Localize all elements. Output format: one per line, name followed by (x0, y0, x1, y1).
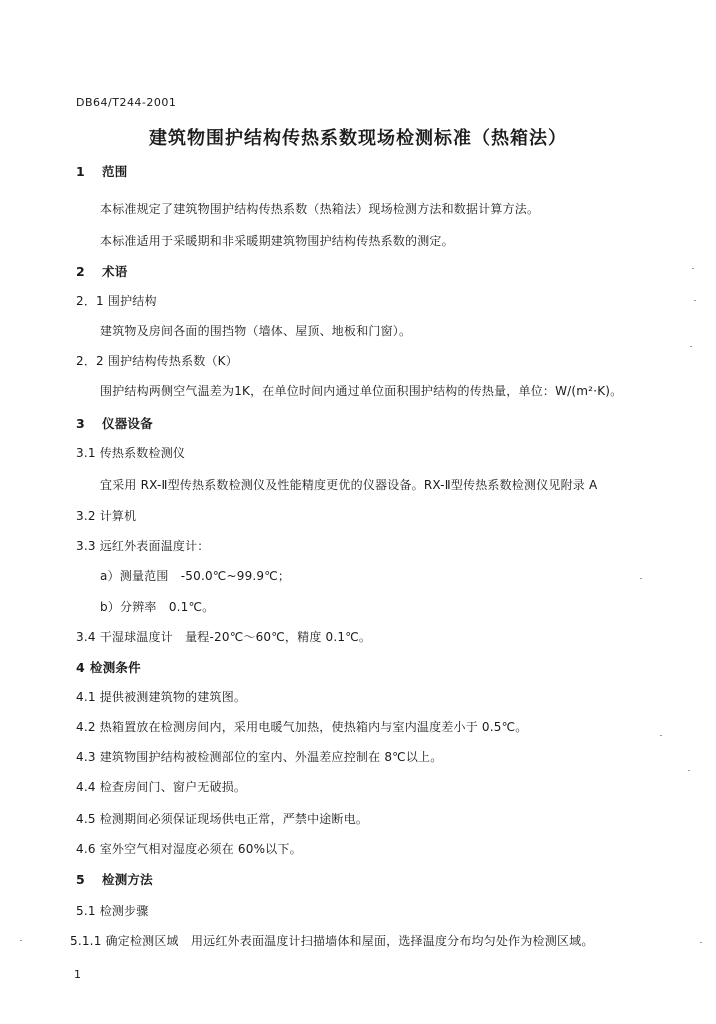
scan-speck (694, 300, 696, 301)
clause-4-5: 4.5 检测期间必须保证现场供电正常，严禁中途断电。 (76, 812, 369, 826)
section-5-heading (76, 870, 153, 888)
scan-speck (20, 940, 22, 941)
clause-4-2: 4.2 热箱置放在检测房间内，采用电暖气加热，使热箱内与室内温度差小于 0.5℃。 (76, 720, 528, 734)
clause-3-3: 3.3 远红外表面温度计： (76, 539, 210, 553)
section-2-number: 2 (76, 264, 85, 279)
clause-4-6: 4.6 室外空气相对湿度必须在 60%以下。 (76, 842, 302, 856)
scan-speck (700, 942, 702, 943)
clause-2-1-text: 建筑物及房间各面的围挡物（墙体、屋顶、地板和门窗）。 (100, 324, 412, 338)
section-4-heading (76, 658, 141, 676)
section-2-title: 术语 (102, 264, 128, 279)
page-title: 建筑物围护结构传热系数现场检测标准（热箱法） (149, 128, 567, 149)
clause-4-3: 4.3 建筑物围护结构被检测部位的室内、外温差应控制在 8℃以上。 (76, 750, 443, 764)
section-3-number: 3 (76, 416, 85, 431)
clause-4-4: 4.4 检查房间门、窗户无破损。 (76, 780, 247, 794)
clause-3-1: 3.1 传热系数检测仪 (76, 446, 186, 460)
page-number: 1 (74, 968, 82, 981)
clause-5-1-1: 5.1.1 确定检测区域 用远红外表面温度计扫描墙体和屋面，选择温度分布均匀处作为检测区域。 (70, 934, 594, 948)
clause-3-2: 3.2 计算机 (76, 509, 137, 523)
section-1-paragraph-1: 本标准规定了建筑物围护结构传热系数（热箱法）现场检测方法和数据计算方法。 (100, 202, 540, 216)
scan-speck (640, 578, 642, 579)
section-2-heading (76, 262, 127, 280)
scan-speck (692, 268, 694, 269)
scan-speck (688, 770, 690, 771)
section-5-number: 5 (76, 872, 85, 887)
section-3-heading (76, 414, 153, 432)
section-4-title: 检测条件 (90, 660, 141, 675)
clause-2-2-text: 围护结构两侧空气温差为1K，在单位时间内通过单位面积围护结构的传热量，单位：W/(m²·K)。 (100, 384, 623, 398)
clause-4-1: 4.1 提供被测建筑物的建筑图。 (76, 690, 247, 704)
section-1-title: 范围 (102, 164, 128, 179)
clause-2-1: 2．1 围护结构 (76, 294, 157, 308)
section-3-title: 仪器设备 (102, 416, 153, 431)
clause-3-3-b: b）分辨率 0.1℃。 (100, 600, 215, 614)
scan-speck (660, 735, 662, 736)
clause-3-1-text: 宜采用 RX-Ⅱ型传热系数检测仪及性能精度更优的仪器设备。RX-Ⅱ型传热系数检测仪见附录 A (100, 478, 598, 492)
section-1-paragraph-2: 本标准适用于采暖期和非采暖期建筑物围护结构传热系数的测定。 (100, 234, 454, 248)
section-5-title: 检测方法 (102, 872, 153, 887)
section-1-heading (76, 162, 127, 180)
clause-5-1: 5.1 检测步骤 (76, 904, 149, 918)
section-1-number: 1 (76, 164, 85, 179)
document-id: DB64/T244-2001 (76, 96, 177, 109)
section-4-number: 4 (76, 660, 85, 675)
scan-speck (690, 346, 692, 347)
clause-3-4: 3.4 干湿球温度计 量程-20℃～60℃，精度 0.1℃。 (76, 630, 372, 644)
clause-2-2: 2．2 围护结构传热系数（K） (76, 354, 238, 368)
clause-3-3-a: a）测量范围 -50.0℃~99.9℃； (100, 569, 291, 583)
